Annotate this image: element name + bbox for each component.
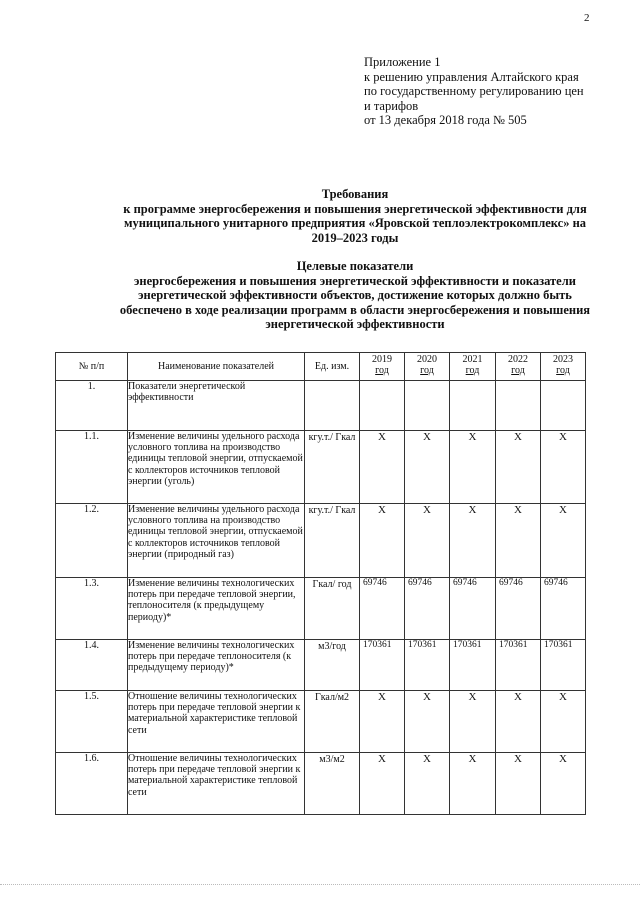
page-number: 2 (584, 12, 590, 24)
row-value: Х (541, 691, 586, 753)
table-row (56, 691, 586, 753)
row-num: 1.4. (56, 640, 128, 691)
row-unit: м3/год (305, 640, 360, 691)
title-line: к программе энергосбережения и повышения энергетической эффективности для (123, 201, 587, 216)
row-value: 170361 (496, 640, 541, 691)
row-value (450, 381, 496, 431)
title-line: энергосбережения и повышения энергетической эффективности и показатели (134, 273, 576, 288)
row-value: Х (405, 691, 450, 753)
row-value: Х (360, 691, 405, 753)
title-line: энергетической эффективности объектов, достижение которых должно быть (138, 288, 572, 302)
page-bottom-divider (0, 884, 640, 885)
row-unit: кгу.т./ Гкал (305, 504, 360, 578)
row-name: Показатели энергетической эффективности (128, 381, 305, 431)
header-year: 2020 год (405, 353, 450, 381)
row-value: 170361 (360, 640, 405, 691)
appendix-line: от 13 декабря 2018 года № 505 (364, 113, 527, 127)
row-value: Х (541, 504, 586, 578)
appendix-line: к решению управления Алтайского края (364, 69, 579, 84)
row-num: 1.1. (56, 431, 128, 504)
table-row (56, 640, 586, 691)
row-name: Отношение величины технологических потерь при передаче тепловой энергии к материальной характеристике тепловой сети (128, 753, 305, 815)
table-row (56, 578, 586, 640)
row-value: Х (405, 753, 450, 815)
row-value: Х (360, 753, 405, 815)
row-value: 69746 (496, 578, 541, 640)
targets-title (100, 259, 610, 332)
title-line: Требования (321, 187, 389, 201)
table-row (56, 381, 586, 431)
row-value: Х (496, 691, 541, 753)
row-value: Х (405, 431, 450, 504)
header-year: 2023 год (541, 353, 586, 381)
row-unit: кгу.т./ Гкал (305, 431, 360, 504)
table-row (56, 753, 586, 815)
table-header-row (56, 353, 586, 381)
title-line: 2019–2023 годы (311, 230, 399, 245)
row-unit (305, 381, 360, 431)
row-value: Х (450, 753, 496, 815)
appendix-line: и тарифов (364, 98, 419, 113)
row-value: 69746 (541, 578, 586, 640)
row-name: Изменение величины удельного расхода условного топлива на производство единицы тепловой энергии, отпускаемой с коллекторов источников тепловой энергии (природный газ) (128, 504, 305, 578)
row-unit: м3/м2 (305, 753, 360, 815)
row-value: 170361 (405, 640, 450, 691)
row-num: 1. (56, 381, 128, 431)
row-value: Х (450, 691, 496, 753)
header-unit: Ед. изм. (305, 353, 360, 381)
row-value: 170361 (541, 640, 586, 691)
header-name: Наименование показателей (128, 353, 305, 381)
row-value: Х (360, 431, 405, 504)
title-line: обеспечено в ходе реализации программ в области энергосбережения и повышения (119, 302, 591, 317)
row-name: Отношение величины технологических потерь при передаче тепловой энергии к материальной характеристике тепловой сети (128, 691, 305, 753)
row-value: Х (541, 431, 586, 504)
row-value: 170361 (450, 640, 496, 691)
row-num: 1.6. (56, 753, 128, 815)
row-value (541, 381, 586, 431)
row-value: Х (541, 753, 586, 815)
title-line: муниципального унитарного предприятия «Яровской теплоэлектрокомплекс» на (123, 216, 587, 230)
title-line: энергетической эффективности (265, 317, 445, 331)
row-value: 69746 (450, 578, 496, 640)
row-name: Изменение величины технологических потерь при передаче тепловой энергии, теплоносителя (к предыдущему периоду)* (128, 578, 305, 640)
row-value (405, 381, 450, 431)
row-value: 69746 (360, 578, 405, 640)
title-line: Целевые показатели (296, 259, 414, 273)
row-value: Х (496, 753, 541, 815)
requirements-title (100, 187, 610, 245)
row-unit: Гкал/м2 (305, 691, 360, 753)
row-value: Х (450, 504, 496, 578)
row-value: Х (496, 504, 541, 578)
appendix-block (364, 55, 584, 128)
row-num: 1.5. (56, 691, 128, 753)
row-value: Х (405, 504, 450, 578)
row-value: Х (450, 431, 496, 504)
row-name: Изменение величины технологических потерь при передаче теплоносителя (к предыдущему периоду)* (128, 640, 305, 691)
row-value: 69746 (405, 578, 450, 640)
row-num: 1.3. (56, 578, 128, 640)
row-unit: Гкал/ год (305, 578, 360, 640)
table-row (56, 431, 586, 504)
appendix-line: Приложение 1 (364, 55, 441, 69)
row-value: Х (496, 431, 541, 504)
row-name: Изменение величины удельного расхода условного топлива на производство единицы тепловой энергии, отпускаемой с коллекторов источников тепловой энергии (уголь) (128, 431, 305, 504)
row-value (496, 381, 541, 431)
table-row (56, 504, 586, 578)
header-num: № п/п (56, 353, 128, 381)
appendix-line: по государственному регулированию цен (364, 84, 584, 98)
row-num: 1.2. (56, 504, 128, 578)
row-value: Х (360, 504, 405, 578)
header-year: 2019 год (360, 353, 405, 381)
row-value (360, 381, 405, 431)
indicators-table (55, 352, 586, 815)
header-year: 2021 год (450, 353, 496, 381)
header-year: 2022 год (496, 353, 541, 381)
